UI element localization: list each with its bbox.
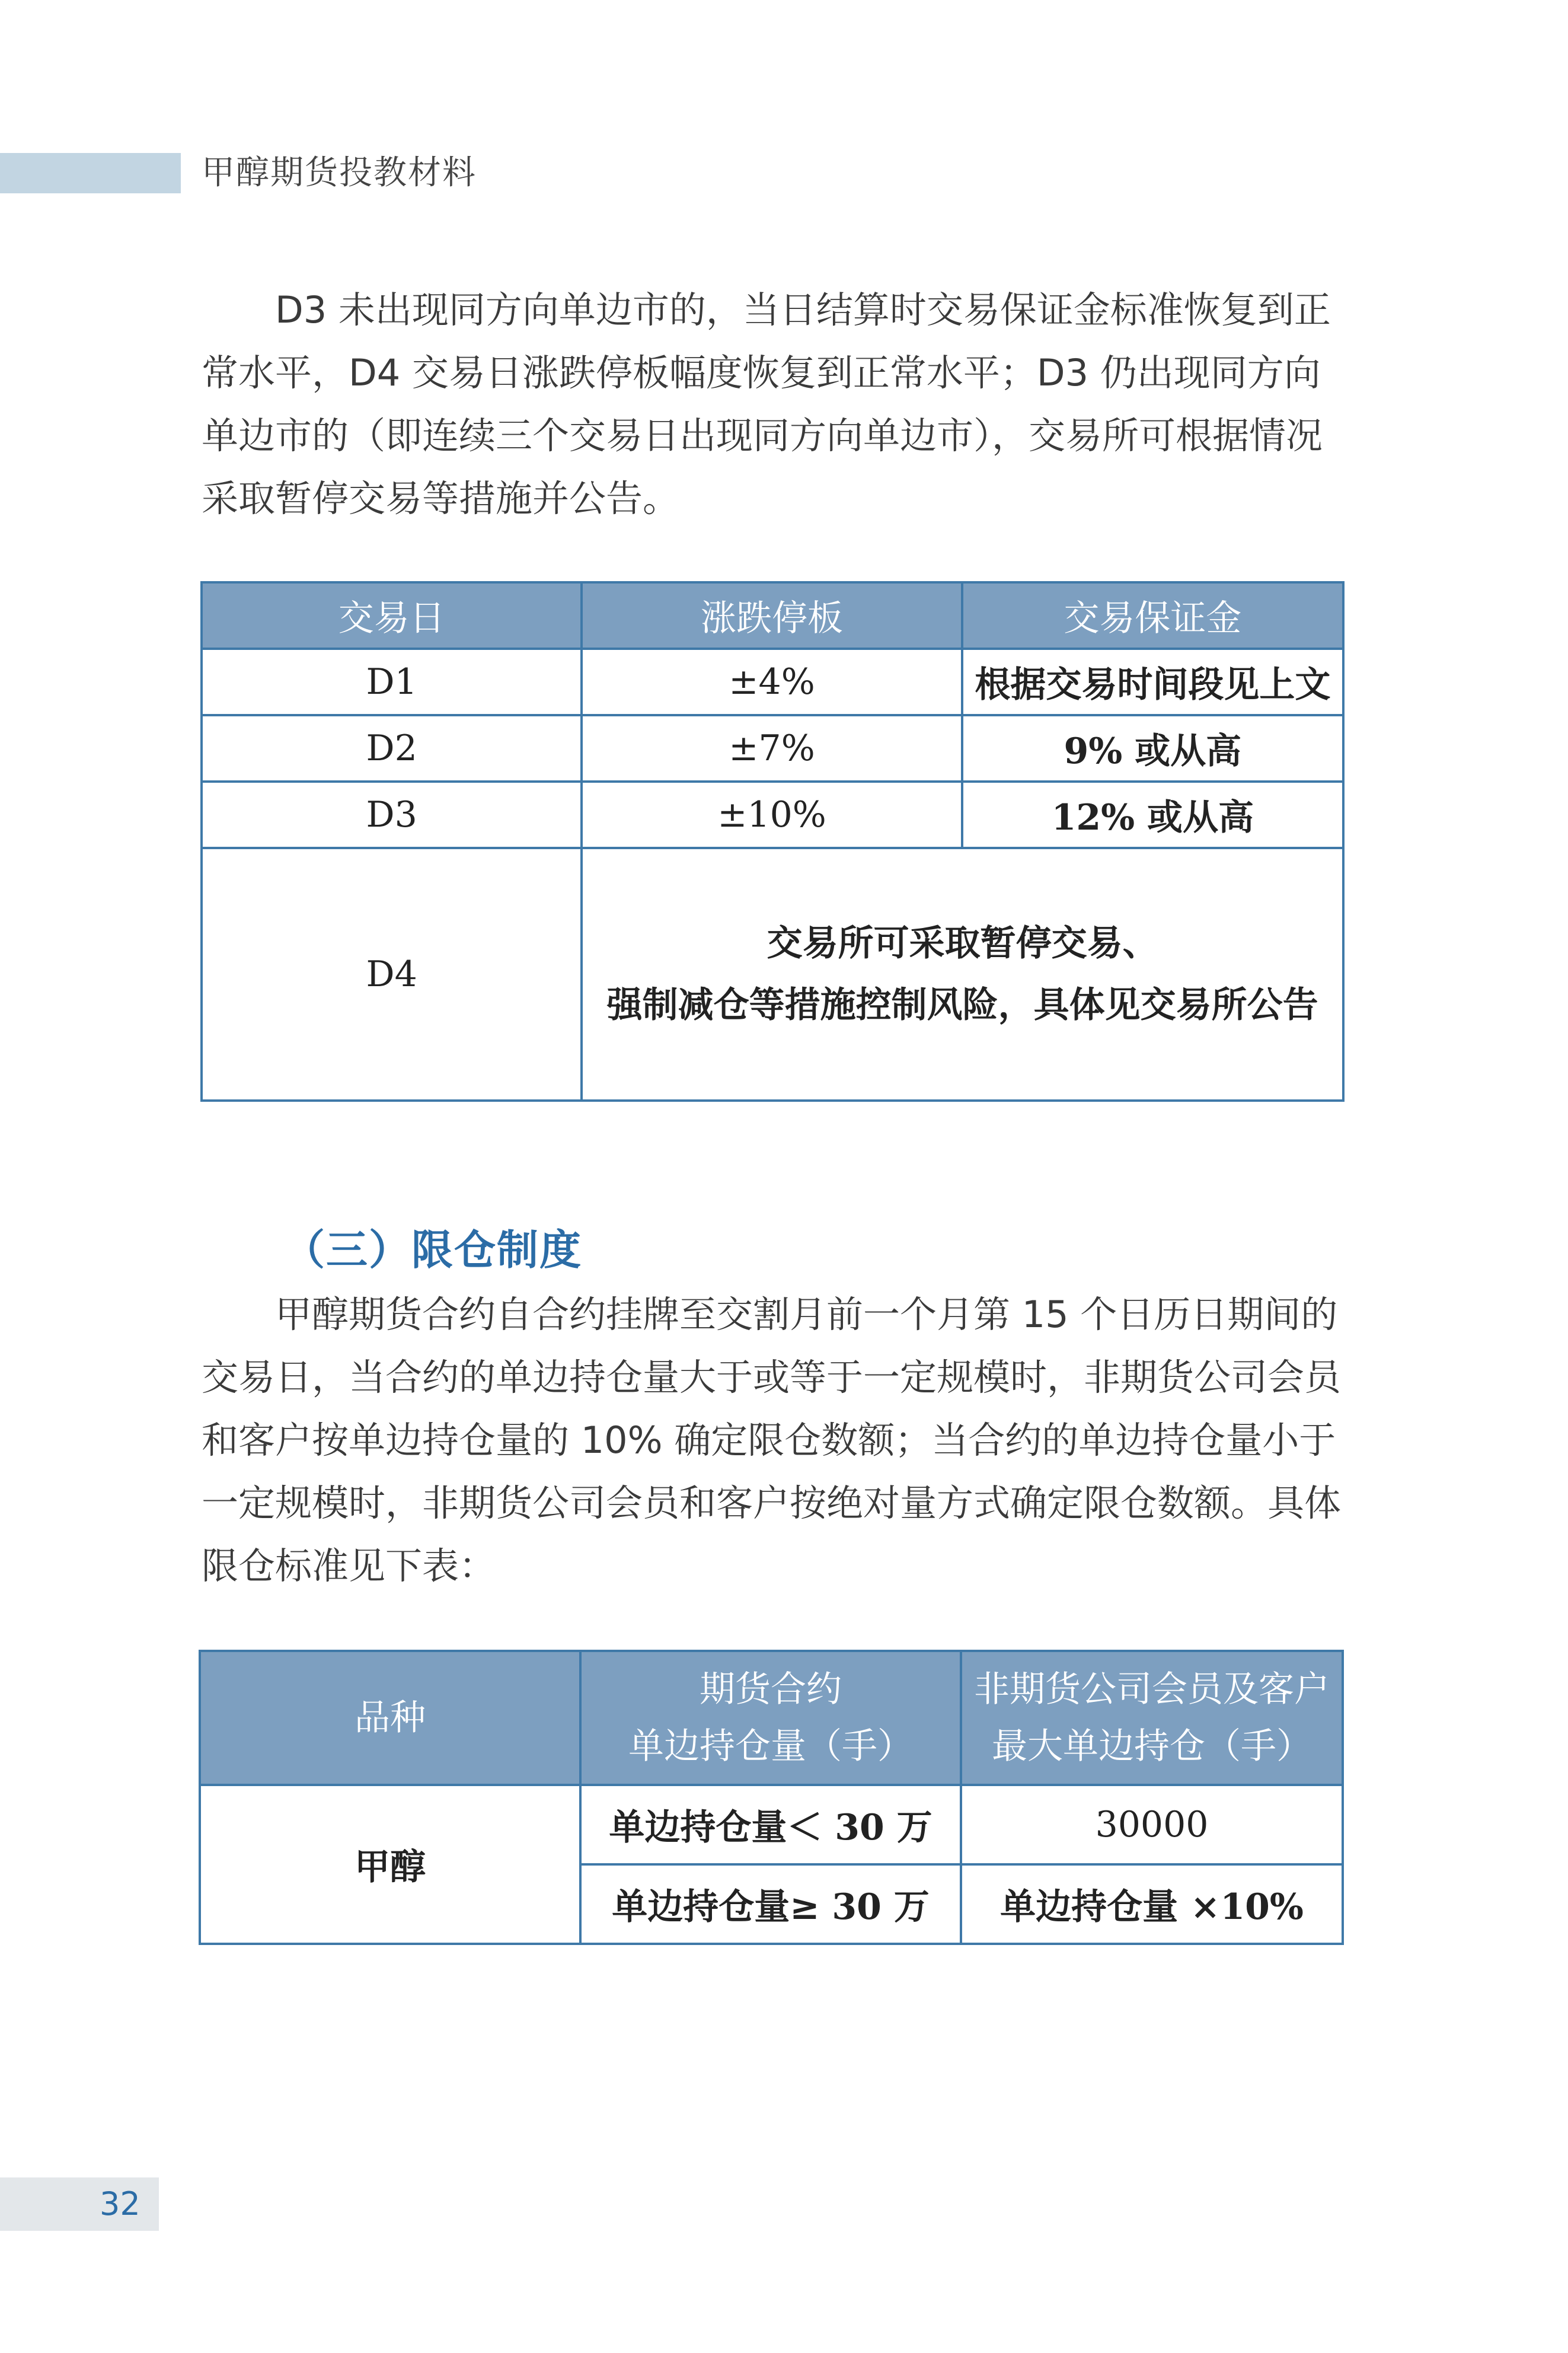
d4-line-1: 交易所可采取暂停交易、: [767, 923, 1158, 964]
cell-limit: 30000: [961, 1785, 1343, 1864]
cell-condition: 单边持仓量≥ 30 万: [580, 1864, 961, 1944]
header-line: 最大单边持仓（手）: [992, 1726, 1312, 1767]
paragraph-text: D3 未出现同方向单边市的，当日结算时交易保证金标准恢复到正常水平，D4 交易日涨跌停板幅度恢复到正常水平；D3 仍出现同方向单边市的（即连续三个交易日出现同方向单边市），交易所可根据情况采取暂停交易等措施并公告。: [202, 288, 1331, 520]
cell-limit: ±4%: [582, 649, 962, 715]
cell-d4-measures: [582, 848, 1343, 1101]
cell-condition: 单边持仓量＜ 30 万: [580, 1785, 961, 1864]
paragraph-text: 甲醇期货合约自合约挂牌至交割月前一个月第 15 个日历日期间的交易日，当合约的单边持仓量大于或等于一定规模时，非期货公司会员和客户按单边持仓量的 10% 确定限仓数额；当合约的单边持仓量小于一定规模时，非期货公司会员和客户按绝对量方式确定限仓数额。具体限仓标准见下表：: [202, 1293, 1342, 1587]
cell-margin: 根据交易时间段见上文: [962, 649, 1343, 715]
header-accent-bar: [0, 153, 181, 193]
table-row-d4: [202, 848, 1343, 1101]
cell-limit: ±7%: [582, 715, 962, 782]
cell-limit: ±10%: [582, 782, 962, 848]
header-margin: 交易保证金: [962, 582, 1343, 649]
table-row: [202, 649, 1343, 715]
cell-day: D3: [202, 782, 582, 848]
cell-day: D2: [202, 715, 582, 782]
header-max-position: [961, 1651, 1343, 1785]
position-limit-table: [199, 1650, 1344, 1945]
table-header-row: [202, 582, 1343, 649]
running-header-title: 甲醇期货投教材料: [202, 154, 477, 192]
section-title: （三）限仓制度: [283, 1226, 582, 1274]
cell-day: D4: [202, 848, 582, 1101]
cell-limit: 单边持仓量 ×10%: [961, 1864, 1343, 1944]
header-product: 品种: [200, 1651, 580, 1785]
header-contract-position: [580, 1651, 961, 1785]
cell-product: 甲醇: [200, 1785, 580, 1944]
header-price-limit: 涨跌停板: [582, 582, 962, 649]
page-number: 32: [100, 2185, 140, 2223]
header-trading-day: 交易日: [202, 582, 582, 649]
cell-day: D1: [202, 649, 582, 715]
header-line: 非期货公司会员及客户: [974, 1669, 1330, 1710]
d4-line-2: 强制减仓等措施控制风险，具体见交易所公告: [606, 984, 1318, 1026]
cell-margin: 9% 或从高: [962, 715, 1343, 782]
table-row: [200, 1785, 1343, 1864]
header-line: 期货合约: [700, 1669, 842, 1710]
paragraph-d3-rule: [202, 279, 1346, 530]
cell-margin: 12% 或从高: [962, 782, 1343, 848]
table-row: [202, 782, 1343, 848]
header-line: 单边持仓量（手）: [628, 1726, 914, 1767]
paragraph-position-limit: [202, 1283, 1346, 1598]
price-limit-table: [200, 581, 1345, 1102]
table-header-row: [200, 1651, 1343, 1785]
table-row: [202, 715, 1343, 782]
